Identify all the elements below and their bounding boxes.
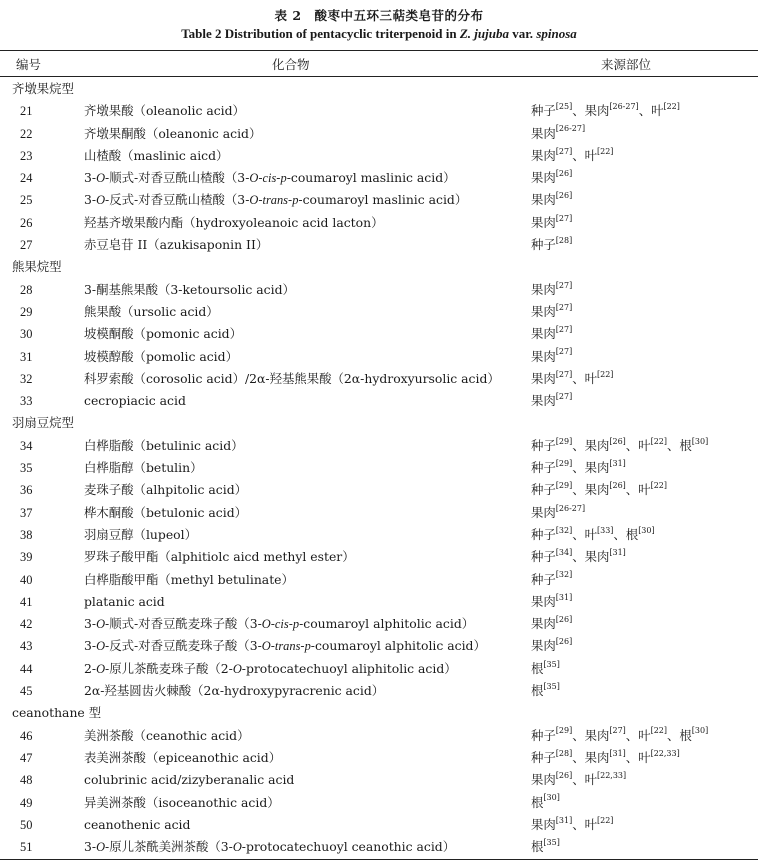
reference-citation: [30] — [691, 436, 709, 446]
table-row — [0, 479, 758, 501]
table-title-english: Table 2 Distribution of pentacyclic triterpenoid in Z. jujuba var. spinosa — [181, 26, 577, 41]
reference-citation: [35] — [543, 659, 560, 669]
reference-citation: [22,33] — [650, 748, 680, 758]
table-row — [0, 591, 758, 613]
source-part: 果肉[27] — [531, 213, 573, 230]
source-part: 果肉[31]、叶[22] — [531, 815, 614, 832]
compound-number: 23 — [20, 148, 33, 163]
reference-citation: [30] — [638, 525, 655, 535]
reference-citation: [29] — [555, 458, 573, 468]
table-row — [0, 279, 758, 301]
source-part: 果肉[27]、叶[22] — [531, 146, 614, 163]
compound-number: 51 — [20, 840, 33, 855]
table-row — [0, 613, 758, 635]
source-part: 种子[28] — [531, 235, 573, 253]
compound-number: 42 — [20, 617, 33, 632]
source-part: 果肉[27] — [531, 302, 573, 319]
reference-citation: [26-27] — [555, 124, 586, 134]
compound-name: 羟基齐墩果酸内酯（hydroxyoleanoic acid lacton） — [84, 214, 384, 230]
compound-number: 30 — [20, 327, 33, 342]
source-part: 果肉[26-27] — [531, 503, 586, 520]
table-row — [0, 814, 758, 836]
table-row — [0, 836, 758, 858]
compound-number: 48 — [20, 773, 33, 788]
reference-citation: [31] — [609, 548, 626, 558]
reference-citation: [22] — [596, 815, 614, 825]
table-row — [0, 301, 758, 323]
reference-citation: [29] — [555, 726, 573, 736]
reference-citation: [22] — [663, 102, 680, 112]
reference-citation: [35] — [543, 681, 560, 691]
reference-citation: [26] — [555, 771, 573, 781]
table-top-rule — [0, 50, 758, 51]
reference-citation: [22] — [650, 436, 667, 446]
category-label: 齐墩果烷型 — [12, 81, 74, 96]
source-part: 果肉[27]、叶[22] — [531, 369, 614, 386]
compound-name: 表美洲茶酸（epiceanothic acid） — [84, 749, 282, 765]
table-row — [0, 234, 758, 256]
category-row — [0, 256, 758, 278]
table-title-chinese: 表 2 酸枣中五环三萜类皂苷的分布 — [274, 8, 484, 23]
compound-number: 24 — [20, 171, 33, 186]
table-row — [0, 569, 758, 591]
table-row — [0, 747, 758, 769]
source-part: 种子[28]、果肉[31]、叶[22,33] — [531, 748, 680, 765]
compound-number: 44 — [20, 661, 33, 676]
compound-name: 3-酮基熊果酸（3-ketoursolic acid） — [84, 281, 295, 297]
compound-number: 43 — [20, 639, 33, 654]
compound-name: 麦珠子酸（alhpitolic acid） — [84, 482, 248, 498]
compound-number: 27 — [20, 238, 33, 253]
header-source: 来源部位 — [601, 57, 652, 72]
reference-citation: [30] — [543, 793, 560, 803]
category-row — [0, 78, 758, 100]
compound-name: 3-O-原儿茶酰美洲茶酸（3-O-protocatechuoyl ceanothic acid） — [84, 839, 456, 855]
reference-citation: [26] — [555, 615, 573, 624]
source-part: 种子[34]、果肉[31] — [531, 548, 626, 565]
reference-citation: [22] — [596, 146, 614, 156]
compound-name: 坡模酮酸（pomonic acid） — [84, 326, 242, 342]
reference-citation: [31] — [609, 458, 626, 468]
table-row — [0, 100, 758, 122]
table-row — [0, 725, 758, 747]
compound-number: 50 — [20, 817, 33, 832]
source-part: 果肉[27] — [531, 392, 573, 409]
table-row — [0, 457, 758, 479]
compound-name: colubrinic acid/zizyberanalic acid — [84, 772, 295, 788]
reference-citation: [22] — [650, 481, 667, 491]
source-part: 根[35] — [531, 681, 560, 699]
source-part: 根[35] — [531, 837, 560, 855]
source-part: 种子[32]、叶[33]、根[30] — [531, 525, 655, 542]
reference-citation: [28] — [555, 748, 573, 758]
reference-citation: [22,33] — [596, 771, 627, 781]
reference-citation: [28] — [555, 235, 573, 245]
compound-name: 3-O-反式-对香豆酰麦珠子酸（3-O-trans-p-coumaroyl alphitolic acid） — [84, 638, 486, 654]
source-part: 种子[29]、果肉[27]、叶[22]、根[30] — [531, 726, 709, 743]
compound-name: 坡模醇酸（pomolic acid） — [84, 348, 238, 364]
reference-citation: [26-27] — [609, 102, 639, 112]
compound-number: 28 — [20, 282, 33, 297]
reference-citation: [29] — [555, 436, 573, 446]
source-part: 果肉[31] — [531, 592, 573, 609]
compound-name: 3-O-顺式-对香豆酰山楂酸（3-O-cis-p-coumaroyl maslinic acid） — [84, 170, 456, 186]
table-row — [0, 792, 758, 814]
reference-citation: [27] — [555, 369, 573, 379]
compound-name: 白桦脂酸（betulinic acid） — [84, 437, 244, 453]
table-row — [0, 368, 758, 390]
compound-number: 38 — [20, 527, 33, 542]
source-part: 果肉[27] — [531, 325, 573, 342]
compound-number: 31 — [20, 349, 33, 364]
reference-citation: [32] — [555, 570, 573, 580]
table-row — [0, 167, 758, 189]
reference-citation: [33] — [596, 525, 614, 535]
compound-number: 26 — [20, 215, 33, 230]
source-part: 果肉[26] — [531, 169, 573, 186]
reference-citation: [27] — [555, 146, 573, 156]
compound-name: 2-O-原儿茶酰麦珠子酸（2-O-protocatechuoyl aliphitolic acid） — [84, 660, 457, 676]
category-label: ceanothane 型 — [12, 705, 102, 721]
compound-number: 39 — [20, 550, 33, 565]
reference-citation: [25] — [555, 102, 573, 112]
table-row — [0, 658, 758, 680]
source-part: 果肉[27] — [531, 347, 573, 364]
compound-number: 37 — [20, 505, 33, 520]
reference-citation: [26-27] — [555, 503, 586, 513]
category-row — [0, 702, 758, 724]
category-label: 羽扇豆烷型 — [12, 415, 74, 431]
table-row — [0, 346, 758, 368]
compound-number: 41 — [20, 594, 33, 609]
reference-citation: [35] — [543, 837, 560, 847]
compound-number: 22 — [20, 126, 33, 141]
compound-number: 49 — [20, 795, 33, 810]
compound-name: ceanothenic acid — [84, 816, 191, 832]
reference-citation: [31] — [609, 748, 626, 758]
source-part: 果肉[26] — [531, 191, 573, 208]
source-part: 果肉[26-27] — [531, 124, 586, 141]
table-row — [0, 635, 758, 657]
compound-name: 美洲茶酸（ceanothic acid） — [84, 727, 250, 743]
reference-citation: [27] — [555, 302, 573, 312]
header-compound: 化合物 — [272, 57, 310, 72]
source-part: 果肉[26]、叶[22,33] — [531, 771, 627, 788]
source-part: 种子[25]、果肉[26-27]、叶[22] — [531, 102, 680, 119]
compound-name: 齐墩果酸（oleanolic acid） — [84, 103, 245, 119]
reference-citation: [22] — [650, 726, 667, 736]
reference-citation: [34] — [555, 548, 573, 558]
compound-name: cecropiacic acid — [84, 393, 186, 409]
reference-citation: [32] — [555, 525, 573, 535]
compound-number: 47 — [20, 750, 33, 765]
reference-citation: [29] — [555, 481, 573, 491]
source-part: 根[35] — [531, 659, 560, 676]
compound-number: 45 — [20, 684, 33, 699]
reference-citation: [27] — [555, 280, 573, 290]
reference-citation: [27] — [555, 213, 573, 223]
compound-name: 3-O-顺式-对香豆酰麦珠子酸（3-O-cis-p-coumaroyl alphitolic acid） — [84, 616, 475, 632]
compound-number: 34 — [20, 438, 33, 453]
table-row — [0, 390, 758, 412]
reference-citation: [27] — [609, 726, 626, 736]
reference-citation: [31] — [555, 592, 573, 602]
reference-citation: [27] — [555, 347, 573, 357]
reference-citation: [26] — [609, 481, 626, 491]
source-part: 种子[29]、果肉[31] — [531, 458, 626, 476]
compound-name: 异美洲茶酸（isoceanothic acid） — [84, 794, 280, 810]
table-row — [0, 212, 758, 234]
compound-name: 赤豆皂苷 II（azukisaponin II） — [84, 237, 269, 253]
compound-number: 25 — [20, 193, 33, 208]
compound-number: 36 — [20, 483, 33, 498]
compound-name: 白桦脂醇（betulin） — [84, 460, 203, 476]
source-part: 果肉[27] — [531, 280, 573, 297]
reference-citation: [31] — [555, 815, 573, 825]
compound-number: 29 — [20, 304, 33, 319]
compound-name: 罗珠子酸甲酯（alphitiolc aicd methyl ester） — [84, 549, 355, 565]
table-bottom-rule — [0, 859, 758, 860]
reference-citation: [27] — [555, 325, 573, 335]
header-number: 编号 — [16, 57, 42, 72]
reference-citation: [30] — [691, 726, 709, 736]
table-header-rule — [0, 76, 758, 77]
compound-name: 齐墩果酮酸（oleanonic acid） — [84, 125, 262, 141]
source-part: 根[30] — [531, 793, 560, 810]
category-label: 熊果烷型 — [12, 259, 62, 275]
source-part: 果肉[26] — [531, 615, 573, 632]
compound-number: 32 — [20, 371, 33, 386]
compound-name: 2α-羟基圆齿火棘酸（2α-hydroxypyracrenic acid） — [84, 683, 385, 699]
table-row — [0, 769, 758, 791]
category-row — [0, 412, 758, 434]
table-row — [0, 123, 758, 145]
reference-citation: [27] — [555, 392, 573, 402]
table-row — [0, 435, 758, 457]
compound-number: 40 — [20, 572, 33, 587]
source-part: 种子[32] — [531, 570, 573, 587]
compound-name: 桦木酮酸（betulonic acid） — [84, 504, 248, 520]
compound-name: 熊果酸（ursolic acid） — [84, 303, 219, 319]
table-body — [0, 78, 758, 858]
source-part: 种子[29]、果肉[26]、叶[22]、根[30] — [531, 436, 709, 453]
compound-name: 3-O-反式-对香豆酰山楂酸（3-O-trans-p-coumaroyl maslinic acid） — [84, 192, 468, 208]
reference-citation: [26] — [555, 169, 573, 179]
compound-number: 35 — [20, 461, 33, 476]
reference-citation: [22] — [596, 369, 614, 379]
compound-name: 白桦脂酸甲酯（methyl betulinate） — [84, 571, 294, 587]
reference-citation: [26] — [609, 436, 626, 446]
table-row — [0, 145, 758, 167]
compound-name: 山楂酸（maslinic aicd） — [84, 147, 229, 163]
compound-name: 科罗索酸（corosolic acid）/2α-羟基熊果酸（2α-hydroxyursolic acid） — [84, 370, 500, 386]
table-row — [0, 502, 758, 524]
table-row — [0, 323, 758, 345]
compound-name: platanic acid — [84, 593, 165, 609]
reference-citation: [26] — [555, 637, 573, 647]
table-row — [0, 189, 758, 211]
table-row — [0, 546, 758, 568]
compound-number: 21 — [20, 104, 33, 119]
table-row — [0, 524, 758, 546]
reference-citation: [26] — [555, 191, 573, 201]
table-row — [0, 680, 758, 702]
source-part: 种子[29]、果肉[26]、叶[22] — [531, 481, 667, 498]
compound-number: 46 — [20, 728, 33, 743]
source-part: 果肉[26] — [531, 637, 573, 654]
compound-name: 羽扇豆醇（lupeol） — [84, 526, 197, 542]
compound-number: 33 — [20, 394, 33, 409]
